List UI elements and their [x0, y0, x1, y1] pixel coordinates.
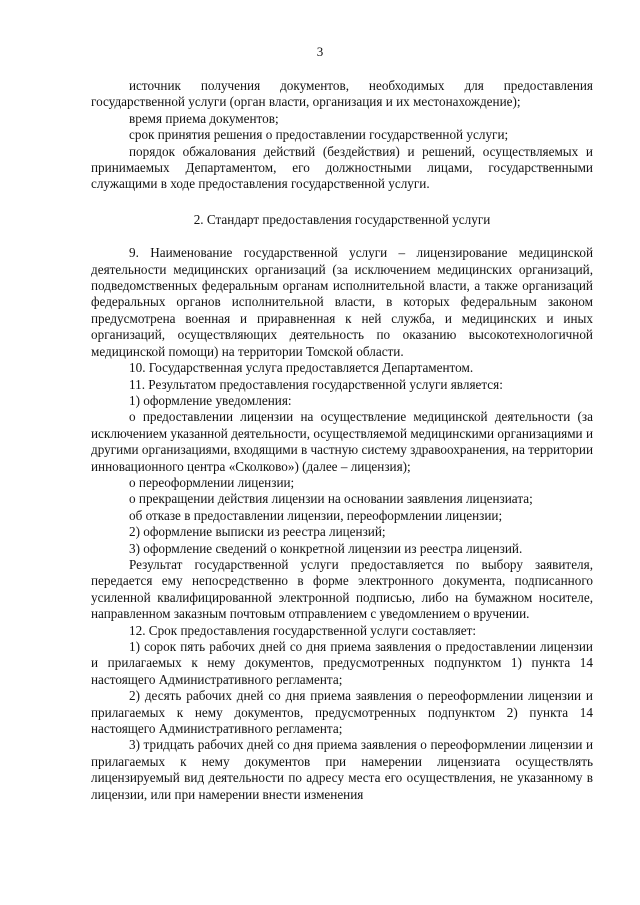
paragraph-reception-time: время приема документов; — [129, 110, 279, 126]
paragraph-12-3: 3) тридцать рабочих дней со дня приема заявления о переоформлении лицензии и прилагаемых к нему документов при намерении лицензиата осуществлять лицензируемый вид деятельности по адресу места его осуществления, не указанному в лицензии, или при намерении внести изменения — [91, 737, 593, 802]
paragraph-decision-term: срок принятия решения о предоставлении государственной услуги; — [129, 127, 509, 143]
document-body — [91, 78, 593, 803]
paragraph-license-refusal: об отказе в предоставлении лицензии, переоформлении лицензии; — [129, 507, 503, 523]
paragraph-9: 9. Наименование государственной услуги – лицензирование медицинской деятельности медицинских организаций (за исключением медицинских организаций, подведомственных федеральным органам исполнительной власти, а также организаций федеральных органов исполнительной власти, в которых федеральным законом предусмотрена военная и приравненная к ней служба, и медицинских и иных организаций, осуществляющих деятельность по оказанию высокотехнологичной медицинской помощи) на территории Томской области. — [91, 245, 593, 359]
paragraph-10: 10. Государственная услуга предоставляется Департаментом. — [129, 360, 474, 376]
paragraph-11-2: 2) оформление выписки из реестра лицензий; — [129, 524, 386, 540]
paragraph-12-2: 2) десять рабочих дней со дня приема заявления о переоформлении лицензии и прилагаемых к нему документов, предусмотренных подпунктом 2) пункта 14 настоящего Административного регламента; — [91, 688, 593, 737]
paragraph-info-source: источник получения документов, необходимых для предоставления государственной услуги (орган власти, организация и их местонахождение); — [91, 78, 593, 110]
page-number: 3 — [316, 44, 324, 59]
paragraph-12: 12. Срок предоставления государственной услуги составляет: — [129, 622, 477, 638]
paragraph-result-delivery: Результат государственной услуги предоставляется по выбору заявителя, передается ему непосредственно в форме электронного документа, подписанного усиленной квалифицированной электронной подписью, либо на бумажном носителе, направленном заказным почтовым отправлением с уведомлением о вручении. — [91, 556, 593, 622]
paragraph-12-1: 1) сорок пять рабочих дней со дня приема заявления о предоставлении лицензии и прилагаемых к нему документов, предусмотренных подпунктом 1) пункта 14 настоящего Административного регламента; — [91, 639, 593, 687]
paragraph-appeal-procedure: порядок обжалования действий (бездействия) и решений, осуществляемых и принимаемых Департаментом, его должностными лицами, государственными служащими в ходе предоставления государственной услуги. — [91, 143, 593, 192]
paragraph-license-termination: о прекращении действия лицензии на основании заявления лицензиата; — [129, 491, 533, 507]
paragraph-license-reissue: о переоформлении лицензии; — [129, 474, 295, 490]
paragraph-11-3: 3) оформление сведений о конкретной лицензии из реестра лицензий. — [129, 540, 523, 556]
paragraph-11: 11. Результатом предоставления государственной услуги является: — [129, 376, 503, 392]
section-heading-standard: 2. Стандарт предоставления государственной услуги — [193, 211, 491, 227]
paragraph-11-1: 1) оформление уведомления: — [129, 392, 292, 408]
paragraph-license-grant: о предоставлении лицензии на осуществление медицинской деятельности (за исключением указанной деятельности, осуществляемой медицинскими организациями и другими организациями, входящими в частную систему здравоохранения, на территории инновационного центра «Сколково») (далее – лицензия); — [91, 409, 593, 474]
